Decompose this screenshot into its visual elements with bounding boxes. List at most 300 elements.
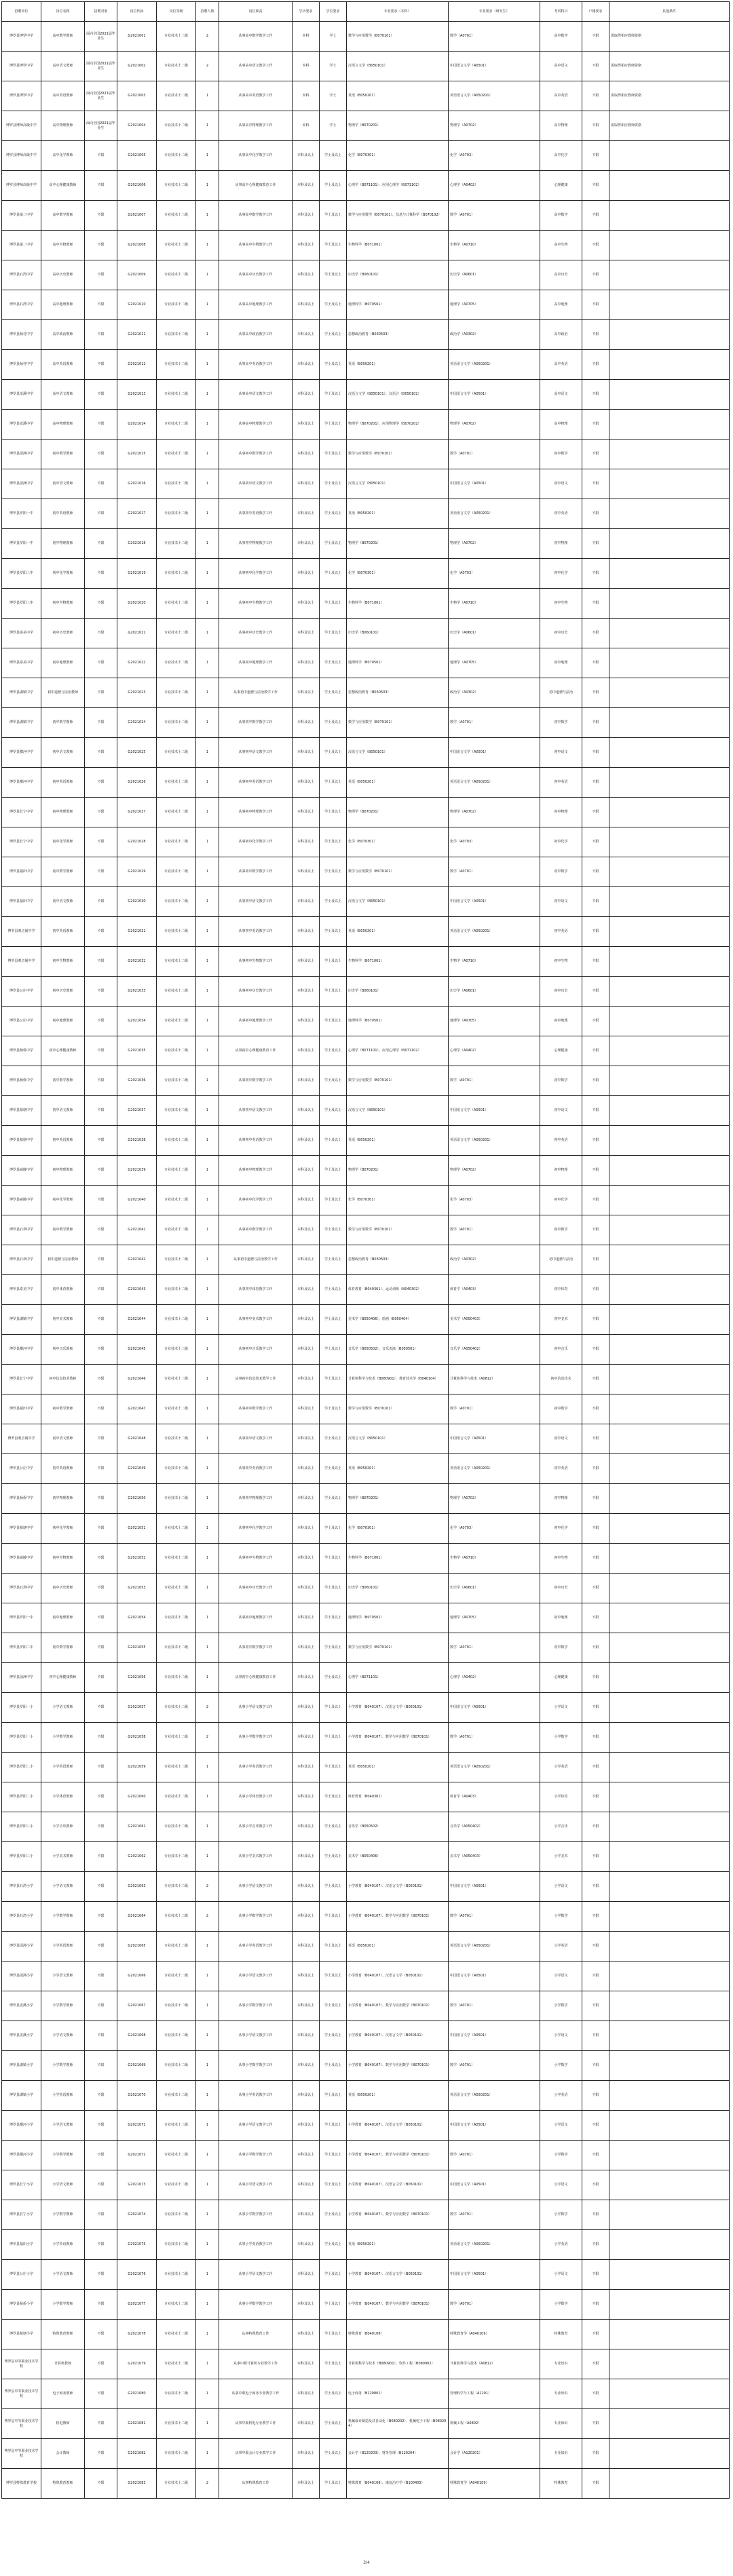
cell-grade: 专业技术十二级: [157, 111, 196, 141]
cell-exam: 小学语文: [540, 1693, 582, 1723]
cell-grade: 专业技术十二级: [157, 2260, 196, 2290]
cell-degree: 学士及以上: [320, 2379, 347, 2409]
cell-degree: 学士: [320, 81, 347, 111]
cell-exam: 特殊教育: [540, 2320, 582, 2349]
col-header: 专业要求（研究生）: [449, 2, 540, 22]
cell-unit: 博罗县柏塘中学: [2, 1096, 41, 1126]
cell-position: 小学数学教师: [41, 1991, 85, 2021]
cell-exam: 小学音乐: [540, 1812, 582, 1842]
cell-major-graduate: 英语语言文学（A050201）: [449, 1753, 540, 1782]
cell-code: G2021029: [117, 857, 157, 887]
cell-degree: 学士及以上: [320, 529, 347, 559]
cell-target: 不限: [85, 1245, 117, 1275]
cell-household: 不限: [582, 171, 609, 201]
table-row: [2, 708, 730, 738]
cell-position: 高中物理教师: [41, 410, 85, 440]
cell-duty: 从事初中英语教学工作: [219, 499, 293, 529]
cell-code: G2021041: [117, 1215, 157, 1245]
cell-other: [609, 2469, 730, 2499]
cell-other: [609, 738, 730, 768]
cell-major-bachelor: 数学与应用数学（B070101）: [347, 1066, 449, 1096]
cell-count: 1: [196, 1484, 219, 1514]
cell-code: G2021059: [117, 1753, 157, 1782]
cell-grade: 专业技术十二级: [157, 1335, 196, 1365]
cell-degree: 学士及以上: [320, 2439, 347, 2469]
cell-major-bachelor: 化学（B070301）: [347, 827, 449, 857]
cell-exam: 小学语文: [540, 2111, 582, 2141]
cell-household: 不限: [582, 1842, 609, 1872]
cell-target: 不限: [85, 947, 117, 977]
cell-major-bachelor: 数学与应用数学（B070101）: [347, 857, 449, 887]
cell-exam: 高中化学: [540, 141, 582, 171]
cell-grade: 专业技术十二级: [157, 499, 196, 529]
cell-exam: 初中数学: [540, 1066, 582, 1096]
cell-major-graduate: 数学（A0701）: [449, 1723, 540, 1753]
cell-degree: 学士及以上: [320, 1514, 347, 1544]
cell-duty: 从事小学语文教学工作: [219, 2260, 293, 2290]
cell-household: 不限: [582, 1723, 609, 1753]
table-row: [2, 589, 730, 619]
cell-major-bachelor: 会计学（B120203）、财务管理（B120204）: [347, 2439, 449, 2469]
cell-major-graduate: 心理学（A0402）: [449, 1663, 540, 1693]
cell-household: 不限: [582, 1424, 609, 1454]
cell-code: G2021047: [117, 1394, 157, 1424]
cell-exam: 初中英语: [540, 768, 582, 798]
cell-degree: 学士及以上: [320, 1036, 347, 1066]
cell-grade: 专业技术十二级: [157, 410, 196, 440]
cell-grade: 专业技术十二级: [157, 231, 196, 260]
cell-code: G2021001: [117, 22, 157, 52]
cell-major-graduate: 中国语言文学（A0501）: [449, 469, 540, 499]
cell-unit: 博罗县公庄小学: [2, 2260, 41, 2290]
cell-exam: 初中英语: [540, 917, 582, 947]
cell-other: [609, 1424, 730, 1454]
cell-education: 本科: [293, 22, 320, 52]
cell-major-bachelor: 物理学（B070201）: [347, 1156, 449, 1186]
cell-other: [609, 141, 730, 171]
cell-target: 不限: [85, 1275, 117, 1305]
cell-other: [609, 589, 730, 619]
cell-exam: 初中音乐: [540, 1335, 582, 1365]
cell-duty: 从事初中生物教学工作: [219, 947, 293, 977]
cell-target: 不限: [85, 708, 117, 738]
cell-major-graduate: 化学（A0703）: [449, 1186, 540, 1215]
cell-major-bachelor: 历史学（B060101）: [347, 977, 449, 1007]
cell-position: 初中生物教师: [41, 589, 85, 619]
cell-count: 1: [196, 2111, 219, 2141]
cell-education: 本科及以上: [293, 1156, 320, 1186]
cell-major-bachelor: 音乐学（B050502）: [347, 1812, 449, 1842]
cell-code: G2021052: [117, 1544, 157, 1574]
cell-other: [609, 1991, 730, 2021]
cell-household: 不限: [582, 2111, 609, 2141]
cell-degree: 学士及以上: [320, 320, 347, 350]
cell-household: 不限: [582, 2141, 609, 2170]
cell-degree: 学士及以上: [320, 887, 347, 917]
cell-other: [609, 1693, 730, 1723]
cell-education: 本科及以上: [293, 1991, 320, 2021]
cell-target: 不限: [85, 1812, 117, 1842]
cell-major-graduate: 计算机科学与技术（A0812）: [449, 1365, 540, 1394]
cell-degree: 学士及以上: [320, 2260, 347, 2290]
cell-duty: 从事高中物理教学工作: [219, 111, 293, 141]
cell-grade: 专业技术十二级: [157, 290, 196, 320]
cell-major-bachelor: 汉语言文学（B050101）: [347, 1096, 449, 1126]
cell-grade: 专业技术十二级: [157, 2409, 196, 2439]
table-row: [2, 111, 730, 141]
cell-other: [609, 2439, 730, 2469]
table-row: [2, 350, 730, 380]
cell-grade: 专业技术十二级: [157, 1365, 196, 1394]
cell-major-bachelor: 英语（B050201）: [347, 768, 449, 798]
table-row: [2, 141, 730, 171]
cell-exam: 初中道德与法治: [540, 678, 582, 708]
cell-major-graduate: 政治学（A0302）: [449, 678, 540, 708]
cell-exam: 初中物理: [540, 1156, 582, 1186]
cell-code: G2021018: [117, 529, 157, 559]
cell-code: G2021010: [117, 290, 157, 320]
cell-education: 本科及以上: [293, 589, 320, 619]
cell-target: 不限: [85, 1753, 117, 1782]
table-row: [2, 1902, 730, 1932]
cell-target: 不限: [85, 1932, 117, 1962]
cell-education: 本科及以上: [293, 529, 320, 559]
cell-degree: 学士及以上: [320, 1484, 347, 1514]
cell-major-graduate: 英语语言文学（A050201）: [449, 2081, 540, 2111]
cell-code: G2021035: [117, 1036, 157, 1066]
cell-duty: 从事初中历史教学工作: [219, 619, 293, 648]
cell-position: 初中数学教师: [41, 708, 85, 738]
cell-position: 小学语文教师: [41, 1962, 85, 1991]
cell-duty: 从事小学语文教学工作: [219, 1962, 293, 1991]
cell-other: [609, 1962, 730, 1991]
cell-major-bachelor: 化学（B070301）: [347, 559, 449, 589]
table-row: [2, 827, 730, 857]
table-row: [2, 887, 730, 917]
cell-duty: 从事初中化学教学工作: [219, 1514, 293, 1544]
col-header: 岗位职责: [219, 2, 293, 22]
cell-major-bachelor: 电子商务（B120801）: [347, 2379, 449, 2409]
cell-exam: 小学数学: [540, 1902, 582, 1932]
cell-unit: 博罗县长宁小学: [2, 2170, 41, 2200]
cell-other: [609, 1842, 730, 1872]
cell-code: G2021005: [117, 141, 157, 171]
cell-count: 1: [196, 1514, 219, 1544]
cell-major-graduate: 物理学（A0702）: [449, 529, 540, 559]
cell-degree: 学士及以上: [320, 1872, 347, 1902]
cell-count: 1: [196, 1544, 219, 1574]
cell-degree: 学士及以上: [320, 499, 347, 529]
cell-degree: 学士及以上: [320, 619, 347, 648]
table-row: [2, 499, 730, 529]
table-row: [2, 260, 730, 290]
cell-unit: 博罗县柏塘小学: [2, 2320, 41, 2349]
cell-major-bachelor: 英语（B050201）: [347, 1753, 449, 1782]
cell-unit: 博罗县龙溪小学: [2, 1991, 41, 2021]
cell-grade: 专业技术十二级: [157, 2081, 196, 2111]
cell-count: 1: [196, 2320, 219, 2349]
cell-grade: 专业技术十二级: [157, 857, 196, 887]
cell-education: 本科及以上: [293, 947, 320, 977]
cell-major-graduate: 中国语言文学（A0501）: [449, 2021, 540, 2051]
cell-exam: 特殊教育: [540, 2469, 582, 2499]
cell-degree: 学士及以上: [320, 1365, 347, 1394]
cell-major-bachelor: 地理科学（B070501）: [347, 290, 449, 320]
cell-position: 初中体育教师: [41, 1275, 85, 1305]
cell-code: G2021078: [117, 2320, 157, 2349]
cell-household: 不限: [582, 1126, 609, 1156]
cell-major-graduate: 特殊教育学（A040109）: [449, 2320, 540, 2349]
cell-target: 不限: [85, 2141, 117, 2170]
cell-duty: 从事初中道德与法治教学工作: [219, 1245, 293, 1275]
cell-unit: 博罗县罗阳二中: [2, 1633, 41, 1663]
cell-grade: 专业技术十二级: [157, 440, 196, 469]
cell-duty: 从事高中生物教学工作: [219, 231, 293, 260]
cell-degree: 学士及以上: [320, 1394, 347, 1424]
cell-position: 小学英语教师: [41, 2230, 85, 2260]
cell-code: G2021022: [117, 648, 157, 678]
cell-target: 不限: [85, 1007, 117, 1036]
table-row: [2, 2409, 730, 2439]
cell-major-bachelor: 心理学（B071101）、应用心理学（B071102）: [347, 171, 449, 201]
cell-grade: 专业技术十二级: [157, 2349, 196, 2379]
cell-grade: 专业技术十二级: [157, 529, 196, 559]
cell-grade: 专业技术十二级: [157, 380, 196, 410]
cell-position: 小学语文教师: [41, 2260, 85, 2290]
cell-grade: 专业技术十二级: [157, 619, 196, 648]
cell-major-bachelor: 计算机科学与技术（B080901）、教育技术学（B040104）: [347, 1365, 449, 1394]
cell-exam: 专业知识: [540, 2439, 582, 2469]
cell-count: 1: [196, 738, 219, 768]
cell-grade: 专业技术十二级: [157, 1902, 196, 1932]
cell-target: 不限: [85, 2051, 117, 2081]
cell-education: 本科及以上: [293, 290, 320, 320]
cell-exam: 高中语文: [540, 52, 582, 81]
cell-target: 不限: [85, 1902, 117, 1932]
cell-household: 不限: [582, 529, 609, 559]
cell-count: 1: [196, 708, 219, 738]
cell-position: 高中化学教师: [41, 141, 85, 171]
cell-grade: 专业技术十二级: [157, 708, 196, 738]
cell-grade: 专业技术十二级: [157, 1782, 196, 1812]
cell-duty: 从事中职机电专业教学工作: [219, 2409, 293, 2439]
cell-code: G2021013: [117, 380, 157, 410]
cell-major-bachelor: 数学与应用数学（B070101）: [347, 1394, 449, 1424]
cell-position: 小学英语教师: [41, 1932, 85, 1962]
cell-major-graduate: 历史学（A0601）: [449, 260, 540, 290]
cell-count: 1: [196, 410, 219, 440]
cell-major-graduate: 中国语言文学（A0501）: [449, 1424, 540, 1454]
cell-degree: 学士及以上: [320, 1544, 347, 1574]
cell-education: 本科及以上: [293, 1603, 320, 1633]
cell-exam: 高中物理: [540, 410, 582, 440]
cell-target: 不限: [85, 320, 117, 350]
cell-position: 高中语文教师: [41, 380, 85, 410]
cell-unit: 博罗县湖镇中学: [2, 678, 41, 708]
cell-education: 本科及以上: [293, 1902, 320, 1932]
cell-major-graduate: 地理学（A0705）: [449, 1007, 540, 1036]
cell-duty: 从事初中道德与法治教学工作: [219, 678, 293, 708]
cell-grade: 专业技术十二级: [157, 947, 196, 977]
cell-exam: 初中数学: [540, 1394, 582, 1424]
cell-household: 不限: [582, 1693, 609, 1723]
cell-exam: 小学英语: [540, 2081, 582, 2111]
cell-degree: 学士及以上: [320, 2081, 347, 2111]
cell-major-graduate: 中国语言文学（A0501）: [449, 1872, 540, 1902]
cell-grade: 专业技术十二级: [157, 2469, 196, 2499]
cell-education: 本科及以上: [293, 1365, 320, 1394]
cell-other: [609, 1932, 730, 1962]
cell-household: 不限: [582, 1872, 609, 1902]
cell-position: 特殊教育教师: [41, 2320, 85, 2349]
cell-code: G2021077: [117, 2290, 157, 2320]
cell-other: [609, 827, 730, 857]
table-row: [2, 1245, 730, 1275]
cell-code: G2021061: [117, 1812, 157, 1842]
cell-count: 1: [196, 529, 219, 559]
table-row: [2, 1335, 730, 1365]
cell-position: 初中数学教师: [41, 440, 85, 469]
cell-education: 本科及以上: [293, 678, 320, 708]
table-row: [2, 1275, 730, 1305]
cell-exam: 小学英语: [540, 2230, 582, 2260]
cell-unit: 博罗县中等职业技术学校: [2, 2379, 41, 2409]
cell-duty: 从事高中政治教学工作: [219, 320, 293, 350]
cell-grade: 专业技术十二级: [157, 738, 196, 768]
cell-major-graduate: 政治学（A0302）: [449, 1245, 540, 1275]
cell-position: 初中英语教师: [41, 499, 85, 529]
cell-target: 不限: [85, 559, 117, 589]
cell-household: 不限: [582, 977, 609, 1007]
cell-unit: 博罗县麻陂中学: [2, 1186, 41, 1215]
cell-exam: 小学英语: [540, 1932, 582, 1962]
cell-position: 高中历史教师: [41, 260, 85, 290]
cell-household: 不限: [582, 1902, 609, 1932]
cell-position: 初中道德与法治教师: [41, 1245, 85, 1275]
cell-code: G2021037: [117, 1096, 157, 1126]
cell-other: [609, 1036, 730, 1066]
cell-education: 本科及以上: [293, 619, 320, 648]
cell-household: 不限: [582, 2260, 609, 2290]
cell-major-bachelor: 小学教育（B040107）、汉语言文学（B050101）: [347, 2260, 449, 2290]
table-row: [2, 22, 730, 52]
cell-position: 初中物理教师: [41, 529, 85, 559]
cell-education: 本科及以上: [293, 2111, 320, 2141]
cell-code: G2021015: [117, 440, 157, 469]
cell-education: 本科及以上: [293, 2141, 320, 2170]
table-row: [2, 320, 730, 350]
cell-code: G2021053: [117, 1574, 157, 1603]
cell-education: 本科及以上: [293, 648, 320, 678]
table-row: [2, 529, 730, 559]
cell-code: G2021050: [117, 1484, 157, 1514]
cell-household: 不限: [582, 1812, 609, 1842]
cell-unit: 博罗县博罗中学: [2, 52, 41, 81]
cell-grade: 专业技术十二级: [157, 2051, 196, 2081]
cell-education: 本科及以上: [293, 410, 320, 440]
cell-duty: 从事小学数学教学工作: [219, 2141, 293, 2170]
cell-unit: 博罗县罗阳二小: [2, 1782, 41, 1812]
cell-position: 高中物理教师: [41, 111, 85, 141]
cell-unit: 博罗县园洲小学: [2, 1962, 41, 1991]
cell-grade: 专业技术十二级: [157, 2141, 196, 2170]
cell-major-graduate: 数学（A0701）: [449, 1215, 540, 1245]
cell-duty: 从事小学数学教学工作: [219, 2200, 293, 2230]
cell-position: 小学英语教师: [41, 1753, 85, 1782]
cell-duty: 从事初中物理教学工作: [219, 1156, 293, 1186]
cell-unit: 博罗县博师高级中学: [2, 141, 41, 171]
cell-other: [609, 619, 730, 648]
cell-position: 初中信息技术教师: [41, 1365, 85, 1394]
cell-count: 2: [196, 1902, 219, 1932]
cell-education: 本科及以上: [293, 231, 320, 260]
cell-education: 本科及以上: [293, 1514, 320, 1544]
cell-degree: 学士及以上: [320, 947, 347, 977]
cell-education: 本科及以上: [293, 1842, 320, 1872]
cell-exam: 初中数学: [540, 440, 582, 469]
cell-unit: 博罗县杨村中学: [2, 350, 41, 380]
cell-duty: 从事初中历史教学工作: [219, 977, 293, 1007]
cell-education: 本科及以上: [293, 1096, 320, 1126]
cell-exam: 高中数学: [540, 22, 582, 52]
cell-duty: 从事高中英语教学工作: [219, 81, 293, 111]
cell-count: 1: [196, 798, 219, 827]
cell-grade: 专业技术十二级: [157, 260, 196, 290]
recruitment-table-sheet: [1, 1, 729, 2550]
cell-target: 不限: [85, 2290, 117, 2320]
table-row: [2, 2260, 730, 2290]
cell-education: 本科及以上: [293, 1036, 320, 1066]
cell-target: 不限: [85, 2349, 117, 2379]
cell-exam: 初中地理: [540, 648, 582, 678]
cell-other: [609, 2141, 730, 2170]
cell-unit: 博罗县福田小学: [2, 2230, 41, 2260]
cell-unit: 博罗县龙溪中学: [2, 380, 41, 410]
cell-count: 1: [196, 350, 219, 380]
cell-target: 不限: [85, 1991, 117, 2021]
cell-position: 初中生物教师: [41, 1544, 85, 1574]
cell-duty: 从事特殊教育工作: [219, 2469, 293, 2499]
cell-degree: 学士及以上: [320, 2170, 347, 2200]
cell-exam: 高中英语: [540, 81, 582, 111]
cell-grade: 专业技术十二级: [157, 1962, 196, 1991]
table-row: [2, 2200, 730, 2230]
cell-household: 不限: [582, 1932, 609, 1962]
cell-degree: 学士及以上: [320, 917, 347, 947]
col-header: 招聘对象: [85, 2, 117, 22]
cell-position: 小学语文教师: [41, 2111, 85, 2141]
cell-grade: 专业技术十二级: [157, 1305, 196, 1335]
cell-count: 1: [196, 320, 219, 350]
cell-education: 本科及以上: [293, 1007, 320, 1036]
cell-target: 不限: [85, 619, 117, 648]
cell-code: G2021060: [117, 1782, 157, 1812]
cell-code: G2021065: [117, 1932, 157, 1962]
cell-duty: 从事初中化学教学工作: [219, 559, 293, 589]
cell-count: 1: [196, 589, 219, 619]
cell-major-graduate: 历史学（A0601）: [449, 619, 540, 648]
cell-duty: 从事小学英语教学工作: [219, 1932, 293, 1962]
cell-exam: 初中化学: [540, 1514, 582, 1544]
cell-exam: 初中语文: [540, 1424, 582, 1454]
cell-major-bachelor: 地理科学（B070501）: [347, 648, 449, 678]
cell-unit: 博罗县石坝中学: [2, 1215, 41, 1245]
cell-code: G2021026: [117, 768, 157, 798]
cell-major-bachelor: 物理学（B070201）: [347, 1484, 449, 1514]
cell-unit: 博罗县石湾中学: [2, 260, 41, 290]
cell-duty: 从事初中生物教学工作: [219, 589, 293, 619]
cell-duty: 从事初中体育教学工作: [219, 1275, 293, 1305]
